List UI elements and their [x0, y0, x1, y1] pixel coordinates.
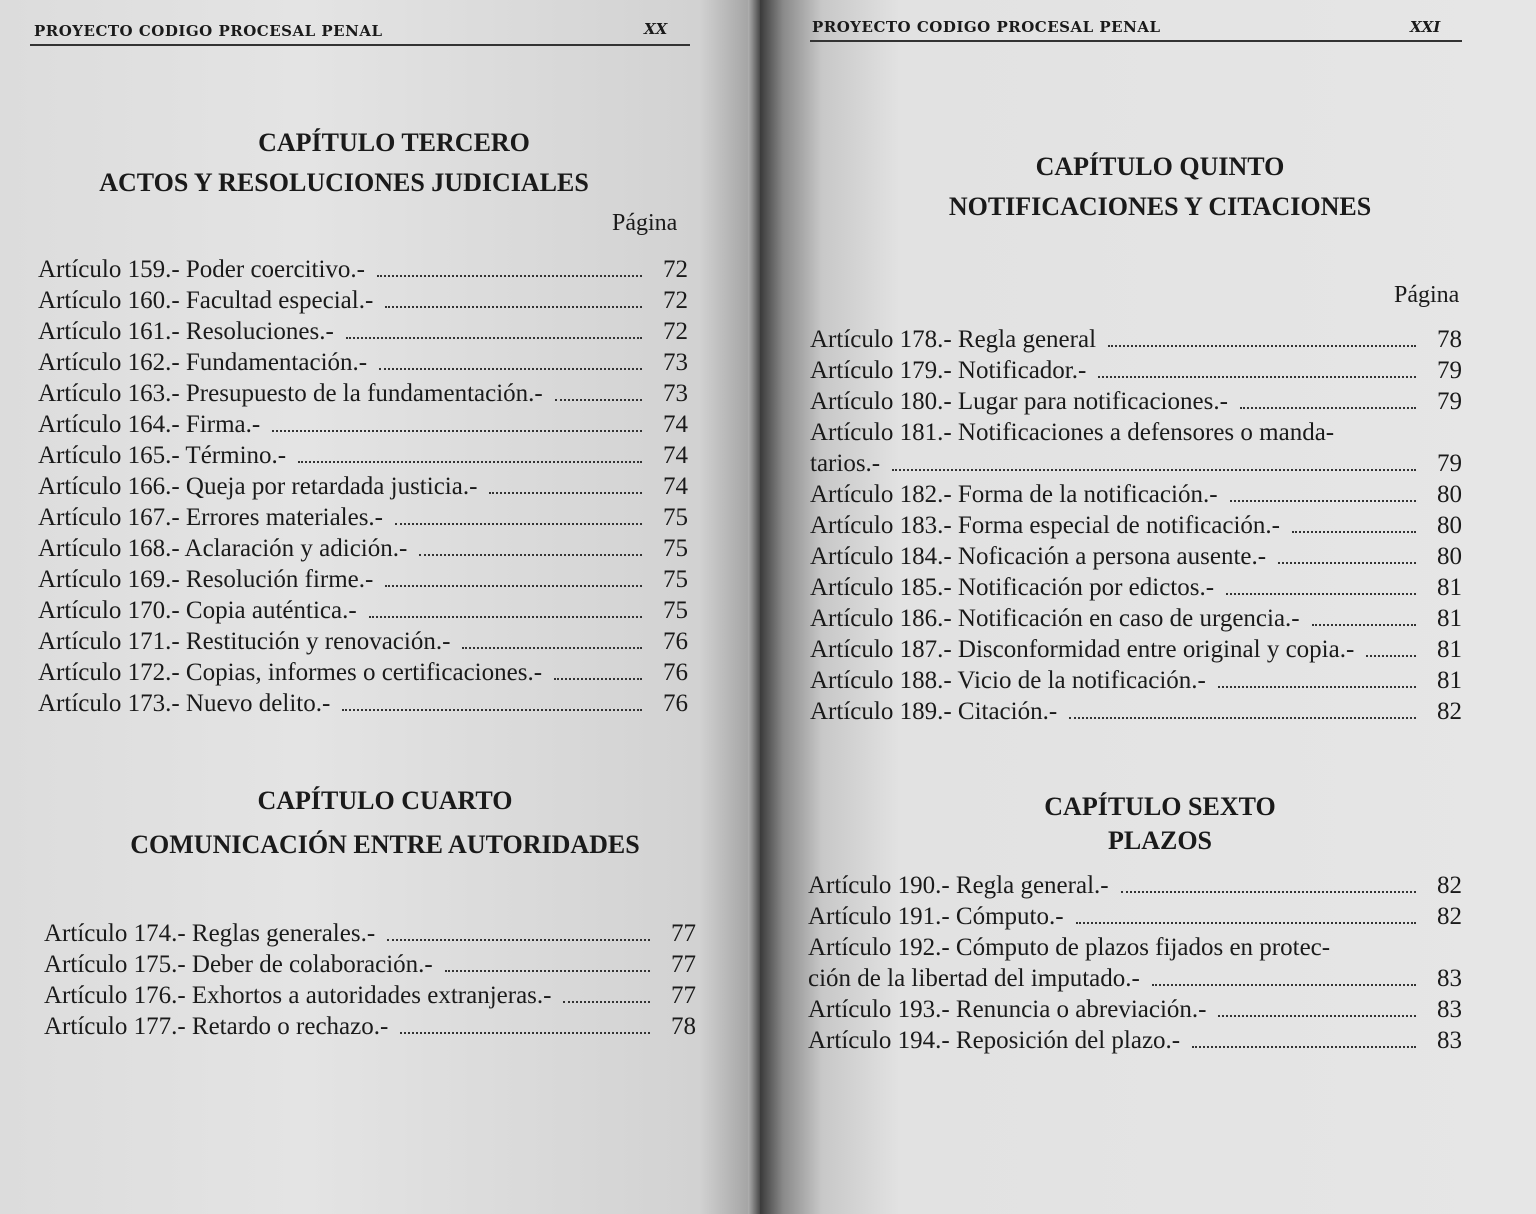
toc-entry — [38, 442, 688, 473]
toc-entry — [810, 326, 1462, 357]
toc-entry-label: Artículo 161.- Resoluciones.- — [38, 318, 334, 345]
dot-leader — [369, 616, 642, 618]
toc-entry-label: Artículo 192.- Cómputo de plazos fijados en protec- — [808, 934, 1331, 961]
toc-entry-page: 81 — [1437, 667, 1462, 694]
chapter-title: CAPÍTULO CUARTO — [257, 786, 513, 815]
toc-entry-page: 74 — [663, 473, 688, 500]
toc-entry-label: Artículo 176.- Exhortos a autoridades extranjeras.- — [44, 982, 552, 1009]
toc-entry-page: 83 — [1437, 996, 1462, 1023]
dot-leader — [1240, 407, 1416, 409]
toc-entry — [38, 597, 688, 628]
toc-entry-page: 83 — [1437, 1027, 1462, 1054]
toc-entry-label: Artículo 159.- Poder coercitivo.- — [38, 256, 365, 283]
toc-entry — [810, 605, 1462, 636]
toc-entry — [808, 872, 1462, 903]
toc-entry-page: 82 — [1437, 698, 1462, 725]
toc-entry-page: 75 — [663, 504, 688, 531]
toc-entry-label: Artículo 183.- Forma especial de notificación.- — [810, 512, 1280, 539]
dot-leader — [462, 647, 642, 649]
toc-entry-page: 78 — [1437, 326, 1462, 353]
toc-entry-page: 75 — [663, 597, 688, 624]
chapter-subtitle: PLAZOS — [1107, 826, 1213, 855]
dot-leader — [346, 337, 642, 339]
left-page — [0, 0, 760, 1214]
dot-leader — [272, 430, 642, 432]
toc-list — [808, 872, 1462, 1058]
toc-entry-label: Artículo 171.- Restitución y renovación.- — [38, 628, 451, 655]
dot-leader — [379, 368, 642, 370]
toc-entry-label-continued: tarios.- — [810, 450, 881, 477]
dot-leader — [563, 1001, 650, 1003]
page-column-header: Página — [612, 210, 678, 236]
dot-leader — [1218, 1015, 1416, 1017]
chapter-subtitle: ACTOS Y RESOLUCIONES JUDICIALES — [99, 168, 589, 197]
dot-leader — [892, 469, 1416, 471]
chapter-subtitle: COMUNICACIÓN ENTRE AUTORIDADES — [130, 830, 640, 859]
toc-entry — [38, 473, 688, 504]
toc-entry — [38, 504, 688, 535]
toc-entry-label: Artículo 165.- Término.- — [38, 442, 287, 469]
toc-entry-label: Artículo 189.- Citación.- — [810, 698, 1058, 725]
toc-entry — [808, 1027, 1462, 1058]
toc-entry-page: 82 — [1437, 872, 1462, 899]
toc-entry-page: 75 — [663, 535, 688, 562]
toc-entry-label: Artículo 167.- Errores materiales.- — [38, 504, 384, 531]
toc-entry — [38, 659, 688, 690]
toc-entry-page: 77 — [671, 920, 696, 947]
dot-leader — [1292, 531, 1416, 533]
chapter-subtitle: NOTIFICACIONES Y CITACIONES — [948, 192, 1372, 221]
toc-entry-page: 72 — [663, 287, 688, 314]
toc-entry — [808, 903, 1462, 934]
dot-leader — [554, 678, 642, 680]
toc-entry — [38, 690, 688, 721]
page-column-header: Página — [1394, 282, 1460, 308]
chapter-title: CAPÍTULO SEXTO — [1044, 792, 1276, 821]
toc-entry-page: 77 — [671, 982, 696, 1009]
toc-entry-label: Artículo 185.- Notificación por edictos.- — [810, 574, 1215, 601]
header-rule — [810, 40, 1462, 42]
toc-entry-label: Artículo 177.- Retardo o rechazo.- — [44, 1013, 389, 1040]
toc-entry — [810, 574, 1462, 605]
toc-entry — [44, 951, 696, 982]
toc-entry-label: Artículo 175.- Deber de colaboración.- — [44, 951, 433, 978]
toc-entry-label: Artículo 172.- Copias, informes o certificaciones.- — [38, 659, 543, 686]
running-head: PROYECTO CODIGO PROCESAL PENAL — [812, 18, 1161, 36]
chapter-title: CAPÍTULO QUINTO — [1035, 152, 1285, 181]
toc-entry — [44, 920, 696, 951]
toc-entry — [810, 667, 1462, 698]
toc-entry-label: Artículo 191.- Cómputo.- — [808, 903, 1064, 930]
toc-entry — [38, 380, 688, 411]
toc-entry-page: 77 — [671, 951, 696, 978]
toc-entry-page: 73 — [663, 349, 688, 376]
toc-entry-page: 80 — [1437, 543, 1462, 570]
toc-entry — [38, 287, 688, 318]
toc-entry-page: 76 — [663, 659, 688, 686]
toc-entry-label: Artículo 179.- Notificador.- — [810, 357, 1087, 384]
toc-entry-page: 76 — [663, 628, 688, 655]
dot-leader — [1312, 624, 1416, 626]
toc-entry-label: Artículo 181.- Notificaciones a defensores o manda- — [810, 419, 1335, 446]
toc-entry-page: 74 — [663, 442, 688, 469]
toc-entry-label: Artículo 182.- Forma de la notificación.- — [810, 481, 1218, 508]
toc-entry-page: 79 — [1437, 388, 1462, 415]
dot-leader — [1152, 984, 1416, 986]
toc-entry — [810, 388, 1462, 419]
toc-entry — [810, 543, 1462, 574]
chapter-title: CAPÍTULO TERCERO — [258, 128, 530, 157]
toc-entry-label: Artículo 194.- Reposición del plazo.- — [808, 1027, 1181, 1054]
toc-entry-page: 79 — [1437, 450, 1462, 477]
toc-entry-label: Artículo 164.- Firma.- — [38, 411, 261, 438]
toc-entry-label: Artículo 186.- Notificación en caso de urgencia.- — [810, 605, 1300, 632]
toc-entry-page: 83 — [1437, 965, 1462, 992]
dot-leader — [1121, 891, 1416, 893]
dot-leader — [1098, 376, 1416, 378]
dot-leader — [1076, 922, 1416, 924]
toc-entry-page: 72 — [663, 256, 688, 283]
dot-leader — [342, 709, 642, 711]
page-folio: XXI — [1410, 18, 1441, 36]
dot-leader — [445, 970, 650, 972]
toc-entry-label: Artículo 160.- Facultad especial.- — [38, 287, 374, 314]
toc-entry-page: 76 — [663, 690, 688, 717]
toc-entry-page: 74 — [663, 411, 688, 438]
toc-entry-page: 80 — [1437, 512, 1462, 539]
right-page — [760, 0, 1536, 1214]
dot-leader — [400, 1032, 650, 1034]
toc-entry — [810, 481, 1462, 512]
toc-entry — [44, 982, 696, 1013]
toc-entry-page: 73 — [663, 380, 688, 407]
toc-entry — [38, 411, 688, 442]
toc-entry — [810, 698, 1462, 729]
toc-entry-label: Artículo 162.- Fundamentación.- — [38, 349, 368, 376]
toc-entry — [810, 636, 1462, 667]
toc-entry-label: Artículo 173.- Nuevo delito.- — [38, 690, 331, 717]
toc-entry-label: Artículo 174.- Reglas generales.- — [44, 920, 376, 947]
toc-entry-label-continued: ción de la libertad del imputado.- — [808, 965, 1140, 992]
toc-entry-label: Artículo 188.- Vicio de la notificación.- — [810, 667, 1206, 694]
toc-list — [44, 920, 696, 1044]
toc-entry-label: Artículo 166.- Queja por retardada justicia.- — [38, 473, 478, 500]
toc-entry — [810, 512, 1462, 543]
running-head: PROYECTO CODIGO PROCESAL PENAL — [34, 22, 383, 40]
dot-leader — [298, 461, 642, 463]
dot-leader — [1278, 562, 1416, 564]
toc-entry — [810, 357, 1462, 388]
toc-entry-page: 81 — [1437, 636, 1462, 663]
toc-list — [810, 326, 1462, 729]
toc-entry — [38, 256, 688, 287]
dot-leader — [387, 939, 650, 941]
dot-leader — [1226, 593, 1416, 595]
page-folio: XX — [644, 20, 668, 38]
toc-entry-page: 75 — [663, 566, 688, 593]
toc-entry — [38, 628, 688, 659]
toc-entry-page: 78 — [671, 1013, 696, 1040]
toc-entry — [38, 349, 688, 380]
dot-leader — [1218, 686, 1416, 688]
dot-leader — [1192, 1046, 1416, 1048]
toc-entry — [38, 535, 688, 566]
toc-entry-page: 80 — [1437, 481, 1462, 508]
toc-entry — [38, 566, 688, 597]
toc-entry-page: 81 — [1437, 605, 1462, 632]
toc-entry-label: Artículo 184.- Noficación a persona ausente.- — [810, 543, 1267, 570]
toc-entry-label: Artículo 193.- Renuncia o abreviación.- — [808, 996, 1207, 1023]
toc-entry — [808, 996, 1462, 1027]
toc-entry-page: 81 — [1437, 574, 1462, 601]
toc-entry-page: 79 — [1437, 357, 1462, 384]
toc-entry-label: Artículo 169.- Resolución firme.- — [38, 566, 374, 593]
header-rule — [30, 44, 690, 46]
toc-entry — [810, 419, 1462, 481]
dot-leader — [419, 554, 642, 556]
toc-list — [38, 256, 688, 721]
dot-leader — [489, 492, 642, 494]
dot-leader — [555, 399, 642, 401]
dot-leader — [385, 306, 642, 308]
toc-entry — [808, 934, 1462, 996]
toc-entry-label: Artículo 190.- Regla general.- — [808, 872, 1109, 899]
toc-entry — [38, 318, 688, 349]
dot-leader — [1230, 500, 1416, 502]
dot-leader — [1069, 717, 1416, 719]
dot-leader — [377, 275, 642, 277]
dot-leader — [1108, 345, 1416, 347]
toc-entry-label: Artículo 163.- Presupuesto de la fundamentación.- — [38, 380, 543, 407]
dot-leader — [395, 523, 642, 525]
dot-leader — [385, 585, 642, 587]
toc-entry-label: Artículo 178.- Regla general — [810, 326, 1097, 353]
toc-entry-label: Artículo 187.- Disconformidad entre original y copia.- — [810, 636, 1355, 663]
dot-leader — [1366, 655, 1416, 657]
toc-entry-label: Artículo 168.- Aclaración y adición.- — [38, 535, 408, 562]
toc-entry-label: Artículo 170.- Copia auténtica.- — [38, 597, 357, 624]
toc-entry-label: Artículo 180.- Lugar para notificaciones.- — [810, 388, 1228, 415]
toc-entry-page: 82 — [1437, 903, 1462, 930]
toc-entry — [44, 1013, 696, 1044]
toc-entry-page: 72 — [663, 318, 688, 345]
